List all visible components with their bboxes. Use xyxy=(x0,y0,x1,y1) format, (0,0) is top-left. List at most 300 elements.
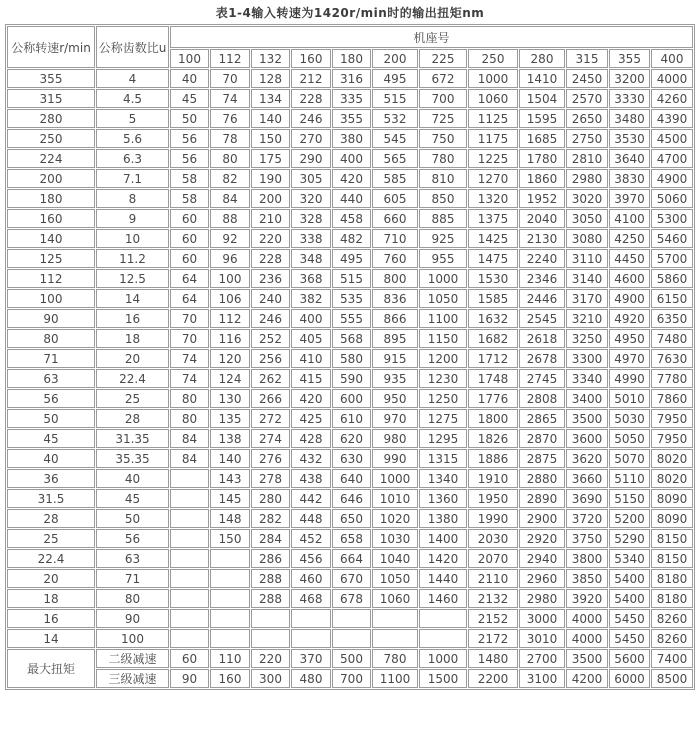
speed-cell: 224 xyxy=(7,149,95,168)
torque-cell: 515 xyxy=(372,89,418,108)
torque-cell: 3920 xyxy=(566,589,608,608)
torque-cell: 246 xyxy=(291,109,331,128)
torque-cell: 4990 xyxy=(609,369,650,388)
speed-cell: 56 xyxy=(7,389,95,408)
torque-cell: 7630 xyxy=(651,349,693,368)
speed-cell: 250 xyxy=(7,129,95,148)
torque-cell: 420 xyxy=(291,389,331,408)
table-row xyxy=(7,589,693,608)
torque-cell: 130 xyxy=(210,389,250,408)
torque-cell: 610 xyxy=(332,409,371,428)
torque-cell: 1225 xyxy=(468,149,518,168)
torque-cell: 590 xyxy=(332,369,371,388)
torque-cell: 3140 xyxy=(566,269,608,288)
torque-cell: 1910 xyxy=(468,469,518,488)
torque-cell: 1340 xyxy=(419,469,467,488)
torque-cell: 2152 xyxy=(468,609,518,628)
torque-cell: 140 xyxy=(210,449,250,468)
speed-cell: 25 xyxy=(7,529,95,548)
torque-cell: 82 xyxy=(210,169,250,188)
speed-cell: 14 xyxy=(7,629,95,648)
torque-cell xyxy=(170,589,209,608)
torque-cell: 4700 xyxy=(651,149,693,168)
torque-cell: 6150 xyxy=(651,289,693,308)
torque-cell: 2808 xyxy=(519,389,565,408)
torque-cell: 262 xyxy=(251,369,290,388)
max-torque-label-cell: 最大扭矩 xyxy=(7,649,95,688)
torque-cell: 3800 xyxy=(566,549,608,568)
torque-cell: 1400 xyxy=(419,529,467,548)
torque-cell: 1060 xyxy=(372,589,418,608)
torque-cell: 405 xyxy=(291,329,331,348)
torque-cell: 1360 xyxy=(419,489,467,508)
torque-cell: 88 xyxy=(210,209,250,228)
table-row xyxy=(7,289,693,308)
torque-cell xyxy=(372,629,418,648)
torque-cell: 8090 xyxy=(651,509,693,528)
torque-cell: 3480 xyxy=(609,109,650,128)
ratio-cell: 18 xyxy=(96,329,169,348)
torque-cell: 2110 xyxy=(468,569,518,588)
frame-size-header: 355 xyxy=(609,49,650,68)
speed-cell: 28 xyxy=(7,509,95,528)
torque-cell: 1050 xyxy=(419,289,467,308)
ratio-cell: 100 xyxy=(96,629,169,648)
torque-cell: 150 xyxy=(251,129,290,148)
torque-cell xyxy=(210,549,250,568)
torque-cell: 1050 xyxy=(372,569,418,588)
torque-cell: 5400 xyxy=(609,589,650,608)
torque-cell: 410 xyxy=(291,349,331,368)
frame-size-header: 112 xyxy=(210,49,250,68)
frame-size-header: 315 xyxy=(566,49,608,68)
torque-cell: 1040 xyxy=(372,549,418,568)
table-row xyxy=(7,209,693,228)
torque-cell xyxy=(170,529,209,548)
frame-size-header: 280 xyxy=(519,49,565,68)
torque-cell: 4950 xyxy=(609,329,650,348)
torque-cell: 725 xyxy=(419,109,467,128)
torque-cell: 70 xyxy=(210,69,250,88)
torque-cell: 3050 xyxy=(566,209,608,228)
torque-cell: 428 xyxy=(291,429,331,448)
torque-cell: 110 xyxy=(210,649,250,668)
torque-cell: 1315 xyxy=(419,449,467,468)
torque-cell: 3600 xyxy=(566,429,608,448)
table-row xyxy=(7,329,693,348)
torque-cell: 780 xyxy=(419,149,467,168)
torque-cell: 84 xyxy=(170,429,209,448)
torque-cell: 76 xyxy=(210,109,250,128)
torque-cell: 106 xyxy=(210,289,250,308)
torque-cell: 1780 xyxy=(519,149,565,168)
speed-cell: 355 xyxy=(7,69,95,88)
torque-cell: 338 xyxy=(291,229,331,248)
torque-cell: 605 xyxy=(372,189,418,208)
torque-cell: 1295 xyxy=(419,429,467,448)
torque-cell: 810 xyxy=(419,169,467,188)
torque-cell: 1585 xyxy=(468,289,518,308)
table-row xyxy=(7,369,693,388)
torque-cell: 220 xyxy=(251,229,290,248)
torque-cell: 380 xyxy=(332,129,371,148)
torque-cell: 5450 xyxy=(609,609,650,628)
torque-cell: 90 xyxy=(170,669,209,688)
speed-cell: 20 xyxy=(7,569,95,588)
torque-cell: 300 xyxy=(251,669,290,688)
torque-cell: 700 xyxy=(419,89,467,108)
torque-cell: 5600 xyxy=(609,649,650,668)
torque-cell: 5400 xyxy=(609,569,650,588)
torque-cell: 2130 xyxy=(519,229,565,248)
ratio-cell: 8 xyxy=(96,189,169,208)
torque-cell: 2940 xyxy=(519,549,565,568)
torque-cell: 700 xyxy=(332,669,371,688)
torque-cell xyxy=(210,569,250,588)
torque-cell: 425 xyxy=(291,409,331,428)
torque-cell: 1020 xyxy=(372,509,418,528)
torque-cell: 460 xyxy=(291,569,331,588)
torque-cell: 4000 xyxy=(566,629,608,648)
torque-cell: 2450 xyxy=(566,69,608,88)
torque-cell: 56 xyxy=(170,129,209,148)
torque-cell: 5860 xyxy=(651,269,693,288)
table-title: 表1-4输入转速为1420r/min时的输出扭矩nm xyxy=(215,6,485,20)
torque-cell: 4390 xyxy=(651,109,693,128)
torque-cell: 585 xyxy=(372,169,418,188)
torque-cell: 140 xyxy=(251,109,290,128)
table-row xyxy=(7,529,693,548)
speed-cell: 180 xyxy=(7,189,95,208)
torque-cell: 565 xyxy=(372,149,418,168)
torque-cell: 80 xyxy=(170,409,209,428)
torque-cell: 74 xyxy=(170,369,209,388)
torque-cell: 60 xyxy=(170,649,209,668)
torque-cell: 1320 xyxy=(468,189,518,208)
torque-cell: 2446 xyxy=(519,289,565,308)
torque-cell: 145 xyxy=(210,489,250,508)
torque-cell: 1860 xyxy=(519,169,565,188)
table-row xyxy=(7,169,693,188)
frame-size-header: 132 xyxy=(251,49,290,68)
torque-cell: 1030 xyxy=(372,529,418,548)
torque-cell: 532 xyxy=(372,109,418,128)
torque-cell: 468 xyxy=(291,589,331,608)
torque-cell xyxy=(210,629,250,648)
torque-cell: 1425 xyxy=(468,229,518,248)
speed-cell: 36 xyxy=(7,469,95,488)
torque-cell xyxy=(170,629,209,648)
table-row xyxy=(7,469,693,488)
frame-size-header: 160 xyxy=(291,49,331,68)
speed-cell: 140 xyxy=(7,229,95,248)
torque-cell: 432 xyxy=(291,449,331,468)
output-torque-table xyxy=(5,24,695,690)
torque-cell: 1000 xyxy=(419,649,467,668)
torque-cell: 850 xyxy=(419,189,467,208)
table-row xyxy=(7,549,693,568)
torque-cell: 2570 xyxy=(566,89,608,108)
speed-cell: 125 xyxy=(7,249,95,268)
table-row xyxy=(7,349,693,368)
torque-cell: 1000 xyxy=(372,469,418,488)
torque-cell: 2745 xyxy=(519,369,565,388)
torque-cell: 5050 xyxy=(609,429,650,448)
table-row xyxy=(7,189,693,208)
max-torque-row xyxy=(7,649,693,668)
torque-cell: 2900 xyxy=(519,509,565,528)
torque-cell: 40 xyxy=(170,69,209,88)
torque-cell: 1380 xyxy=(419,509,467,528)
torque-cell: 1175 xyxy=(468,129,518,148)
torque-cell: 120 xyxy=(210,349,250,368)
torque-cell: 760 xyxy=(372,249,418,268)
ratio-cell: 80 xyxy=(96,589,169,608)
torque-cell: 1886 xyxy=(468,449,518,468)
torque-cell: 750 xyxy=(419,129,467,148)
torque-cell: 335 xyxy=(332,89,371,108)
torque-cell: 112 xyxy=(210,309,250,328)
torque-cell: 2070 xyxy=(468,549,518,568)
torque-cell: 240 xyxy=(251,289,290,308)
torque-cell: 3210 xyxy=(566,309,608,328)
torque-cell: 4000 xyxy=(566,609,608,628)
torque-cell: 5060 xyxy=(651,189,693,208)
torque-cell: 3850 xyxy=(566,569,608,588)
torque-cell: 4100 xyxy=(609,209,650,228)
torque-cell: 400 xyxy=(291,309,331,328)
ratio-cell: 4 xyxy=(96,69,169,88)
torque-cell: 80 xyxy=(210,149,250,168)
ratio-cell: 11.2 xyxy=(96,249,169,268)
torque-cell: 1504 xyxy=(519,89,565,108)
torque-cell: 3530 xyxy=(609,129,650,148)
torque-cell: 1685 xyxy=(519,129,565,148)
torque-cell: 220 xyxy=(251,649,290,668)
ratio-cell: 45 xyxy=(96,489,169,508)
torque-cell: 8150 xyxy=(651,549,693,568)
torque-cell: 980 xyxy=(372,429,418,448)
torque-cell: 316 xyxy=(332,69,371,88)
speed-cell: 40 xyxy=(7,449,95,468)
torque-cell: 70 xyxy=(170,329,209,348)
ratio-cell: 22.4 xyxy=(96,369,169,388)
torque-cell: 950 xyxy=(372,389,418,408)
torque-cell: 2545 xyxy=(519,309,565,328)
torque-cell: 200 xyxy=(251,189,290,208)
torque-cell: 5200 xyxy=(609,509,650,528)
torque-cell: 5290 xyxy=(609,529,650,548)
torque-cell: 5150 xyxy=(609,489,650,508)
torque-cell: 1420 xyxy=(419,549,467,568)
torque-cell: 1990 xyxy=(468,509,518,528)
torque-cell: 3660 xyxy=(566,469,608,488)
torque-cell: 458 xyxy=(332,209,371,228)
torque-cell xyxy=(372,609,418,628)
torque-cell: 4000 xyxy=(651,69,693,88)
torque-cell: 228 xyxy=(291,89,331,108)
table-row xyxy=(7,389,693,408)
torque-cell: 148 xyxy=(210,509,250,528)
speed-cell: 80 xyxy=(7,329,95,348)
table-row xyxy=(7,509,693,528)
torque-cell: 1530 xyxy=(468,269,518,288)
torque-cell xyxy=(419,609,467,628)
torque-cell: 80 xyxy=(170,389,209,408)
torque-cell: 2980 xyxy=(519,589,565,608)
torque-cell: 74 xyxy=(210,89,250,108)
torque-cell: 672 xyxy=(419,69,467,88)
torque-cell: 664 xyxy=(332,549,371,568)
frame-size-header: 100 xyxy=(170,49,209,68)
torque-cell: 2890 xyxy=(519,489,565,508)
torque-cell: 2200 xyxy=(468,669,518,688)
torque-cell: 3330 xyxy=(609,89,650,108)
torque-cell: 5300 xyxy=(651,209,693,228)
torque-cell: 2960 xyxy=(519,569,565,588)
torque-cell xyxy=(291,629,331,648)
torque-cell: 970 xyxy=(372,409,418,428)
torque-cell: 4970 xyxy=(609,349,650,368)
ratio-cell: 4.5 xyxy=(96,89,169,108)
torque-cell: 646 xyxy=(332,489,371,508)
torque-cell: 1125 xyxy=(468,109,518,128)
speed-cell: 50 xyxy=(7,409,95,428)
torque-cell: 5010 xyxy=(609,389,650,408)
torque-cell: 96 xyxy=(210,249,250,268)
speed-cell: 315 xyxy=(7,89,95,108)
torque-cell: 64 xyxy=(170,289,209,308)
torque-cell: 58 xyxy=(170,169,209,188)
torque-cell: 1712 xyxy=(468,349,518,368)
torque-cell: 256 xyxy=(251,349,290,368)
speed-cell: 45 xyxy=(7,429,95,448)
table-row xyxy=(7,429,693,448)
torque-cell: 1500 xyxy=(419,669,467,688)
ratio-cell: 28 xyxy=(96,409,169,428)
torque-cell: 2750 xyxy=(566,129,608,148)
torque-cell xyxy=(332,629,371,648)
torque-cell: 5340 xyxy=(609,549,650,568)
torque-cell: 2875 xyxy=(519,449,565,468)
torque-cell: 1952 xyxy=(519,189,565,208)
torque-cell: 1100 xyxy=(372,669,418,688)
torque-cell: 8150 xyxy=(651,529,693,548)
torque-cell: 3000 xyxy=(519,609,565,628)
torque-cell: 190 xyxy=(251,169,290,188)
table-row xyxy=(7,449,693,468)
table-header xyxy=(7,26,693,68)
table-row xyxy=(7,109,693,128)
torque-cell: 272 xyxy=(251,409,290,428)
torque-cell: 2650 xyxy=(566,109,608,128)
torque-cell: 8180 xyxy=(651,569,693,588)
torque-cell: 630 xyxy=(332,449,371,468)
torque-cell: 45 xyxy=(170,89,209,108)
torque-cell: 288 xyxy=(251,589,290,608)
speed-cell: 22.4 xyxy=(7,549,95,568)
ratio-cell: 5.6 xyxy=(96,129,169,148)
torque-cell xyxy=(210,609,250,628)
torque-cell: 1460 xyxy=(419,589,467,608)
ratio-cell: 35.35 xyxy=(96,449,169,468)
torque-cell: 800 xyxy=(372,269,418,288)
torque-cell: 2920 xyxy=(519,529,565,548)
torque-cell xyxy=(251,609,290,628)
ratio-column-header: 公称齿数比u xyxy=(96,26,169,68)
torque-cell: 5070 xyxy=(609,449,650,468)
torque-cell: 1475 xyxy=(468,249,518,268)
torque-cell: 2040 xyxy=(519,209,565,228)
torque-cell: 2132 xyxy=(468,589,518,608)
torque-cell: 885 xyxy=(419,209,467,228)
torque-cell: 3080 xyxy=(566,229,608,248)
torque-cell: 4900 xyxy=(651,169,693,188)
torque-cell: 495 xyxy=(332,249,371,268)
torque-cell: 84 xyxy=(170,449,209,468)
torque-cell: 500 xyxy=(332,649,371,668)
torque-cell xyxy=(170,469,209,488)
torque-cell: 3620 xyxy=(566,449,608,468)
torque-cell: 8020 xyxy=(651,469,693,488)
ratio-cell: 50 xyxy=(96,509,169,528)
torque-cell: 270 xyxy=(291,129,331,148)
torque-cell: 3200 xyxy=(609,69,650,88)
torque-cell: 6000 xyxy=(609,669,650,688)
torque-cell: 1410 xyxy=(519,69,565,88)
torque-cell: 1950 xyxy=(468,489,518,508)
torque-cell: 670 xyxy=(332,569,371,588)
torque-cell: 3830 xyxy=(609,169,650,188)
torque-cell: 3690 xyxy=(566,489,608,508)
ratio-cell: 71 xyxy=(96,569,169,588)
torque-cell: 60 xyxy=(170,229,209,248)
torque-cell: 290 xyxy=(291,149,331,168)
ratio-cell: 6.3 xyxy=(96,149,169,168)
table-row xyxy=(7,409,693,428)
torque-cell: 4920 xyxy=(609,309,650,328)
torque-cell: 895 xyxy=(372,329,418,348)
torque-cell: 328 xyxy=(291,209,331,228)
torque-cell: 6350 xyxy=(651,309,693,328)
torque-cell: 3020 xyxy=(566,189,608,208)
torque-cell: 600 xyxy=(332,389,371,408)
speed-cell: 71 xyxy=(7,349,95,368)
torque-cell xyxy=(291,609,331,628)
torque-cell: 320 xyxy=(291,189,331,208)
torque-cell: 228 xyxy=(251,249,290,268)
torque-cell xyxy=(170,549,209,568)
torque-cell: 5450 xyxy=(609,629,650,648)
torque-cell: 60 xyxy=(170,249,209,268)
torque-cell: 58 xyxy=(170,189,209,208)
torque-cell: 1776 xyxy=(468,389,518,408)
torque-cell: 348 xyxy=(291,249,331,268)
torque-cell: 8500 xyxy=(651,669,693,688)
torque-cell: 2870 xyxy=(519,429,565,448)
torque-cell: 286 xyxy=(251,549,290,568)
torque-cell: 368 xyxy=(291,269,331,288)
ratio-cell: 56 xyxy=(96,529,169,548)
torque-cell: 555 xyxy=(332,309,371,328)
torque-cell: 4500 xyxy=(651,129,693,148)
torque-cell: 456 xyxy=(291,549,331,568)
torque-cell: 282 xyxy=(251,509,290,528)
ratio-cell: 31.35 xyxy=(96,429,169,448)
table-row xyxy=(7,489,693,508)
table-body xyxy=(7,69,693,688)
torque-cell: 7950 xyxy=(651,429,693,448)
